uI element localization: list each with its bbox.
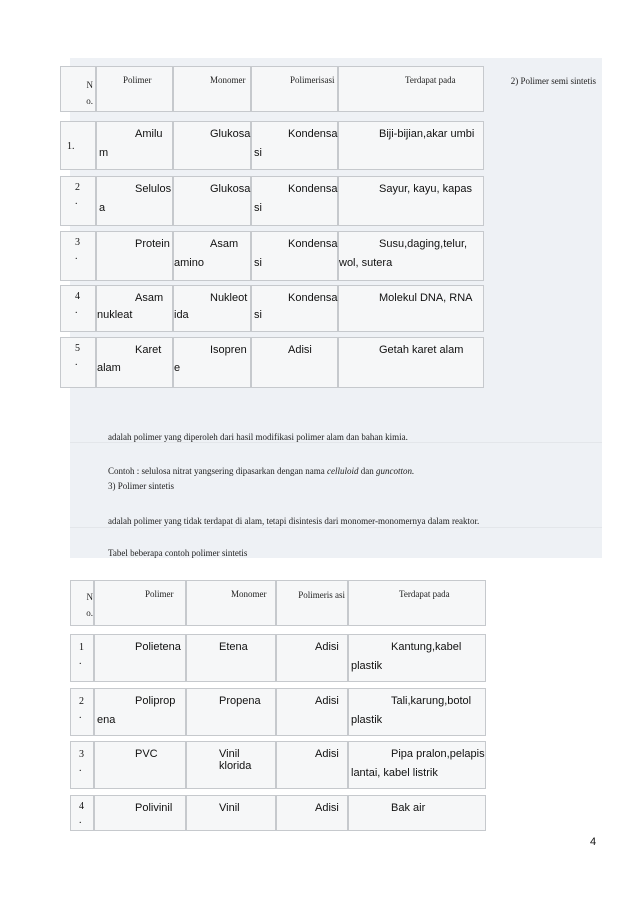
t2-row3-polimer-a: PVC xyxy=(135,748,158,760)
t2-header-polimerisasi-label: Polimeris asi xyxy=(298,590,345,600)
t1-row4-monomer-a: Nukleot xyxy=(210,292,248,304)
t2-row4-polimer-a: Polivinil xyxy=(135,802,173,814)
t1-row3-no xyxy=(60,231,96,281)
t1-header-polimer xyxy=(96,66,173,112)
t2-row1-terdapat-b: plastik xyxy=(351,660,383,672)
t2-row3-monomer xyxy=(186,741,276,789)
table2-caption: Tabel beberapa contoh polimer sintetis xyxy=(108,548,248,558)
side-note: 2) Polimer semi sintetis xyxy=(510,76,596,86)
t1-row2-poli xyxy=(251,176,338,226)
t1-row4-terdapat xyxy=(338,285,484,332)
t2-row1-terdapat xyxy=(348,634,486,682)
t2-header-no xyxy=(70,580,94,626)
t2-header-terdapat xyxy=(348,580,486,626)
t1-row3-poli xyxy=(251,231,338,281)
t2-row2-polimer xyxy=(94,688,186,736)
t1-row5-polimer xyxy=(96,337,173,388)
t1-row2-terdapat xyxy=(338,176,484,226)
t2-row2-no-text: 2 . xyxy=(79,696,84,721)
t2-row2-poli xyxy=(276,688,348,736)
t1-row1-polimer-a: Amilu xyxy=(135,128,163,140)
t2-row4-monomer xyxy=(186,795,276,831)
t1-row3-poli-a: Kondensa xyxy=(288,238,338,250)
paragraph-sintetis: adalah polimer yang tidak terdapat di alam, tetapi disintesis dari monomer-monomernya dalam reaktor. xyxy=(108,516,480,526)
t1-row2-no xyxy=(60,176,96,226)
t1-row5-poli xyxy=(251,337,338,388)
t2-row3-monomer-text: Vinil klorida xyxy=(219,748,252,772)
t1-row1-no xyxy=(60,121,96,170)
t1-row3-terdapat-a: Susu,daging,telur, xyxy=(379,238,468,250)
t2-row3-terdapat-a: Pipa pralon,pelapis xyxy=(391,748,485,760)
t1-row1-polimer xyxy=(96,121,173,170)
t2-row1-poli-text: Adisi xyxy=(315,641,339,653)
t1-row5-poli-a: Adisi xyxy=(288,344,312,356)
t1-row4-poli-a: Kondensa xyxy=(288,292,338,304)
t1-row2-monomer-a: Glukosa xyxy=(210,183,251,195)
t1-row1-terdapat-a: Biji-bijian,akar umbi xyxy=(379,128,475,140)
t1-row2-polimer xyxy=(96,176,173,226)
t1-row3-monomer xyxy=(173,231,251,281)
t1-header-polimerisasi-label: Polimerisasi xyxy=(290,75,335,85)
t2-row2-terdapat-a: Tali,karung,botol xyxy=(391,695,472,707)
t2-row3-polimer xyxy=(94,741,186,789)
paragraph-semi-sintetis: adalah polimer yang diperoleh dari hasil modifikasi polimer alam dan bahan kimia. xyxy=(108,432,408,442)
t1-row4-poli-b: si xyxy=(254,309,262,321)
t1-row4-poli xyxy=(251,285,338,332)
t1-header-monomer-label: Monomer xyxy=(210,75,246,85)
t1-row2-polimer-a: Selulos xyxy=(135,183,172,195)
t2-row2-no xyxy=(70,688,94,736)
paragraph-contoh xyxy=(108,466,414,476)
t1-row4-terdapat-a: Molekul DNA, RNA xyxy=(379,292,473,304)
t1-row1-monomer xyxy=(173,121,251,170)
t1-row3-polimer-a: Protein xyxy=(135,238,170,250)
t2-row2-poli-text: Adisi xyxy=(315,695,339,707)
t2-row1-terdapat-a: Kantung,kabel xyxy=(391,641,462,653)
t2-header-monomer-label: Monomer xyxy=(231,589,267,599)
t2-row2-monomer xyxy=(186,688,276,736)
contoh-mid: dan xyxy=(358,466,376,476)
t2-row2-terdapat xyxy=(348,688,486,736)
t1-row3-no-text: 3 . xyxy=(75,237,80,262)
t1-header-terdapat xyxy=(338,66,484,112)
t2-header-terdapat-label: Terdapat pada xyxy=(399,589,450,599)
t2-row2-monomer-text: Propena xyxy=(219,695,261,707)
t1-header-polimer-label: Polimer xyxy=(123,75,152,85)
t2-header-no-label: N o. xyxy=(86,592,93,618)
t1-row3-poli-b: si xyxy=(254,257,262,269)
t1-header-no xyxy=(60,66,96,112)
t2-row3-terdapat xyxy=(348,741,486,789)
t2-row2-terdapat-b: plastik xyxy=(351,714,383,726)
t2-row4-monomer-text: Vinil xyxy=(219,802,240,814)
t1-row4-polimer xyxy=(96,285,173,332)
t1-row1-poli-a: Kondensa xyxy=(288,128,338,140)
t2-row3-terdapat-b: lantai, kabel listrik xyxy=(351,767,438,779)
t2-header-polimer-label: Polimer xyxy=(145,589,174,599)
t2-row1-monomer-text: Etena xyxy=(219,641,248,653)
t2-row4-poli-text: Adisi xyxy=(315,802,339,814)
t1-row3-monomer-a: Asam xyxy=(210,238,239,250)
t1-row5-no-text: 5 . xyxy=(75,343,80,368)
t2-row4-poli xyxy=(276,795,348,831)
t2-row2-polimer-b: ena xyxy=(97,714,116,726)
t2-row1-no-text: 1 . xyxy=(79,642,84,667)
contoh-celluloid: celluloid xyxy=(326,466,359,476)
contoh-guncotton: guncotton. xyxy=(375,466,415,476)
t1-row1-poli xyxy=(251,121,338,170)
divider-line xyxy=(70,527,602,528)
t1-row4-polimer-b: nukleat xyxy=(97,309,133,321)
t2-row3-poli-text: Adisi xyxy=(315,748,339,760)
t1-row2-no-text: 2 . xyxy=(75,182,80,207)
t2-row3-no xyxy=(70,741,94,789)
t2-row1-no xyxy=(70,634,94,682)
t1-row1-terdapat xyxy=(338,121,484,170)
t1-header-monomer xyxy=(173,66,251,112)
divider-line xyxy=(70,442,602,443)
t2-header-monomer xyxy=(186,580,276,626)
t2-row2-polimer-a: Poliprop xyxy=(135,695,176,707)
t2-row4-no-text: 4 . xyxy=(79,801,84,826)
t2-row3-poli xyxy=(276,741,348,789)
t1-row4-monomer-b: ida xyxy=(174,309,189,321)
t1-row2-poli-a: Kondensa xyxy=(288,183,338,195)
t1-header-no-label: N o. xyxy=(86,80,93,106)
t1-row2-terdapat-a: Sayur, kayu, kapas xyxy=(379,183,472,195)
t1-header-terdapat-label: Terdapat pada xyxy=(405,75,456,85)
contoh-prefix: Contoh : selulosa nitrat yangsering dipasarkan dengan nama xyxy=(108,466,327,476)
t1-row5-monomer-b: e xyxy=(174,362,181,374)
t1-row5-monomer-a: Isopren xyxy=(210,344,247,356)
t2-row4-terdapat-a: Bak air xyxy=(391,802,426,814)
t1-row5-terdapat-a: Getah karet alam xyxy=(379,344,464,356)
t1-row3-terdapat-b: wol, sutera xyxy=(339,257,393,269)
t2-header-polimer xyxy=(94,580,186,626)
t1-row1-monomer-a: Glukosa xyxy=(210,128,251,140)
t1-row2-monomer xyxy=(173,176,251,226)
t2-row1-monomer xyxy=(186,634,276,682)
t1-row1-polimer-b: m xyxy=(99,147,109,159)
page-number: 4 xyxy=(590,836,597,848)
t1-row4-monomer xyxy=(173,285,251,332)
t2-header-polimerisasi xyxy=(276,580,348,626)
t1-row5-no xyxy=(60,337,96,388)
t2-row1-polimer xyxy=(94,634,186,682)
t1-row5-polimer-a: Karet xyxy=(135,344,162,356)
t2-row1-poli xyxy=(276,634,348,682)
t2-row1-polimer-a: Polietena xyxy=(135,641,181,653)
t1-row1-poli-b: si xyxy=(254,147,262,159)
t1-row5-terdapat xyxy=(338,337,484,388)
t1-row3-terdapat xyxy=(338,231,484,281)
t2-row4-terdapat xyxy=(348,795,486,831)
t1-row1-no-text: 1. xyxy=(67,141,75,152)
heading-polimer-sintetis: 3) Polimer sintetis xyxy=(108,481,174,491)
t2-row4-polimer xyxy=(94,795,186,831)
t1-row2-polimer-b: a xyxy=(99,202,106,214)
t2-row4-no xyxy=(70,795,94,831)
t1-row4-no-text: 4 . xyxy=(75,291,80,316)
t1-row5-monomer xyxy=(173,337,251,388)
t1-header-polimerisasi xyxy=(251,66,338,112)
t1-row5-polimer-b: alam xyxy=(97,362,121,374)
t1-row3-monomer-b: amino xyxy=(174,257,204,269)
t2-row3-no-text: 3 . xyxy=(79,749,84,774)
t1-row2-poli-b: si xyxy=(254,202,262,214)
t1-row4-polimer-a: Asam xyxy=(135,292,164,304)
t1-row3-polimer xyxy=(96,231,173,281)
t1-row4-no xyxy=(60,285,96,332)
